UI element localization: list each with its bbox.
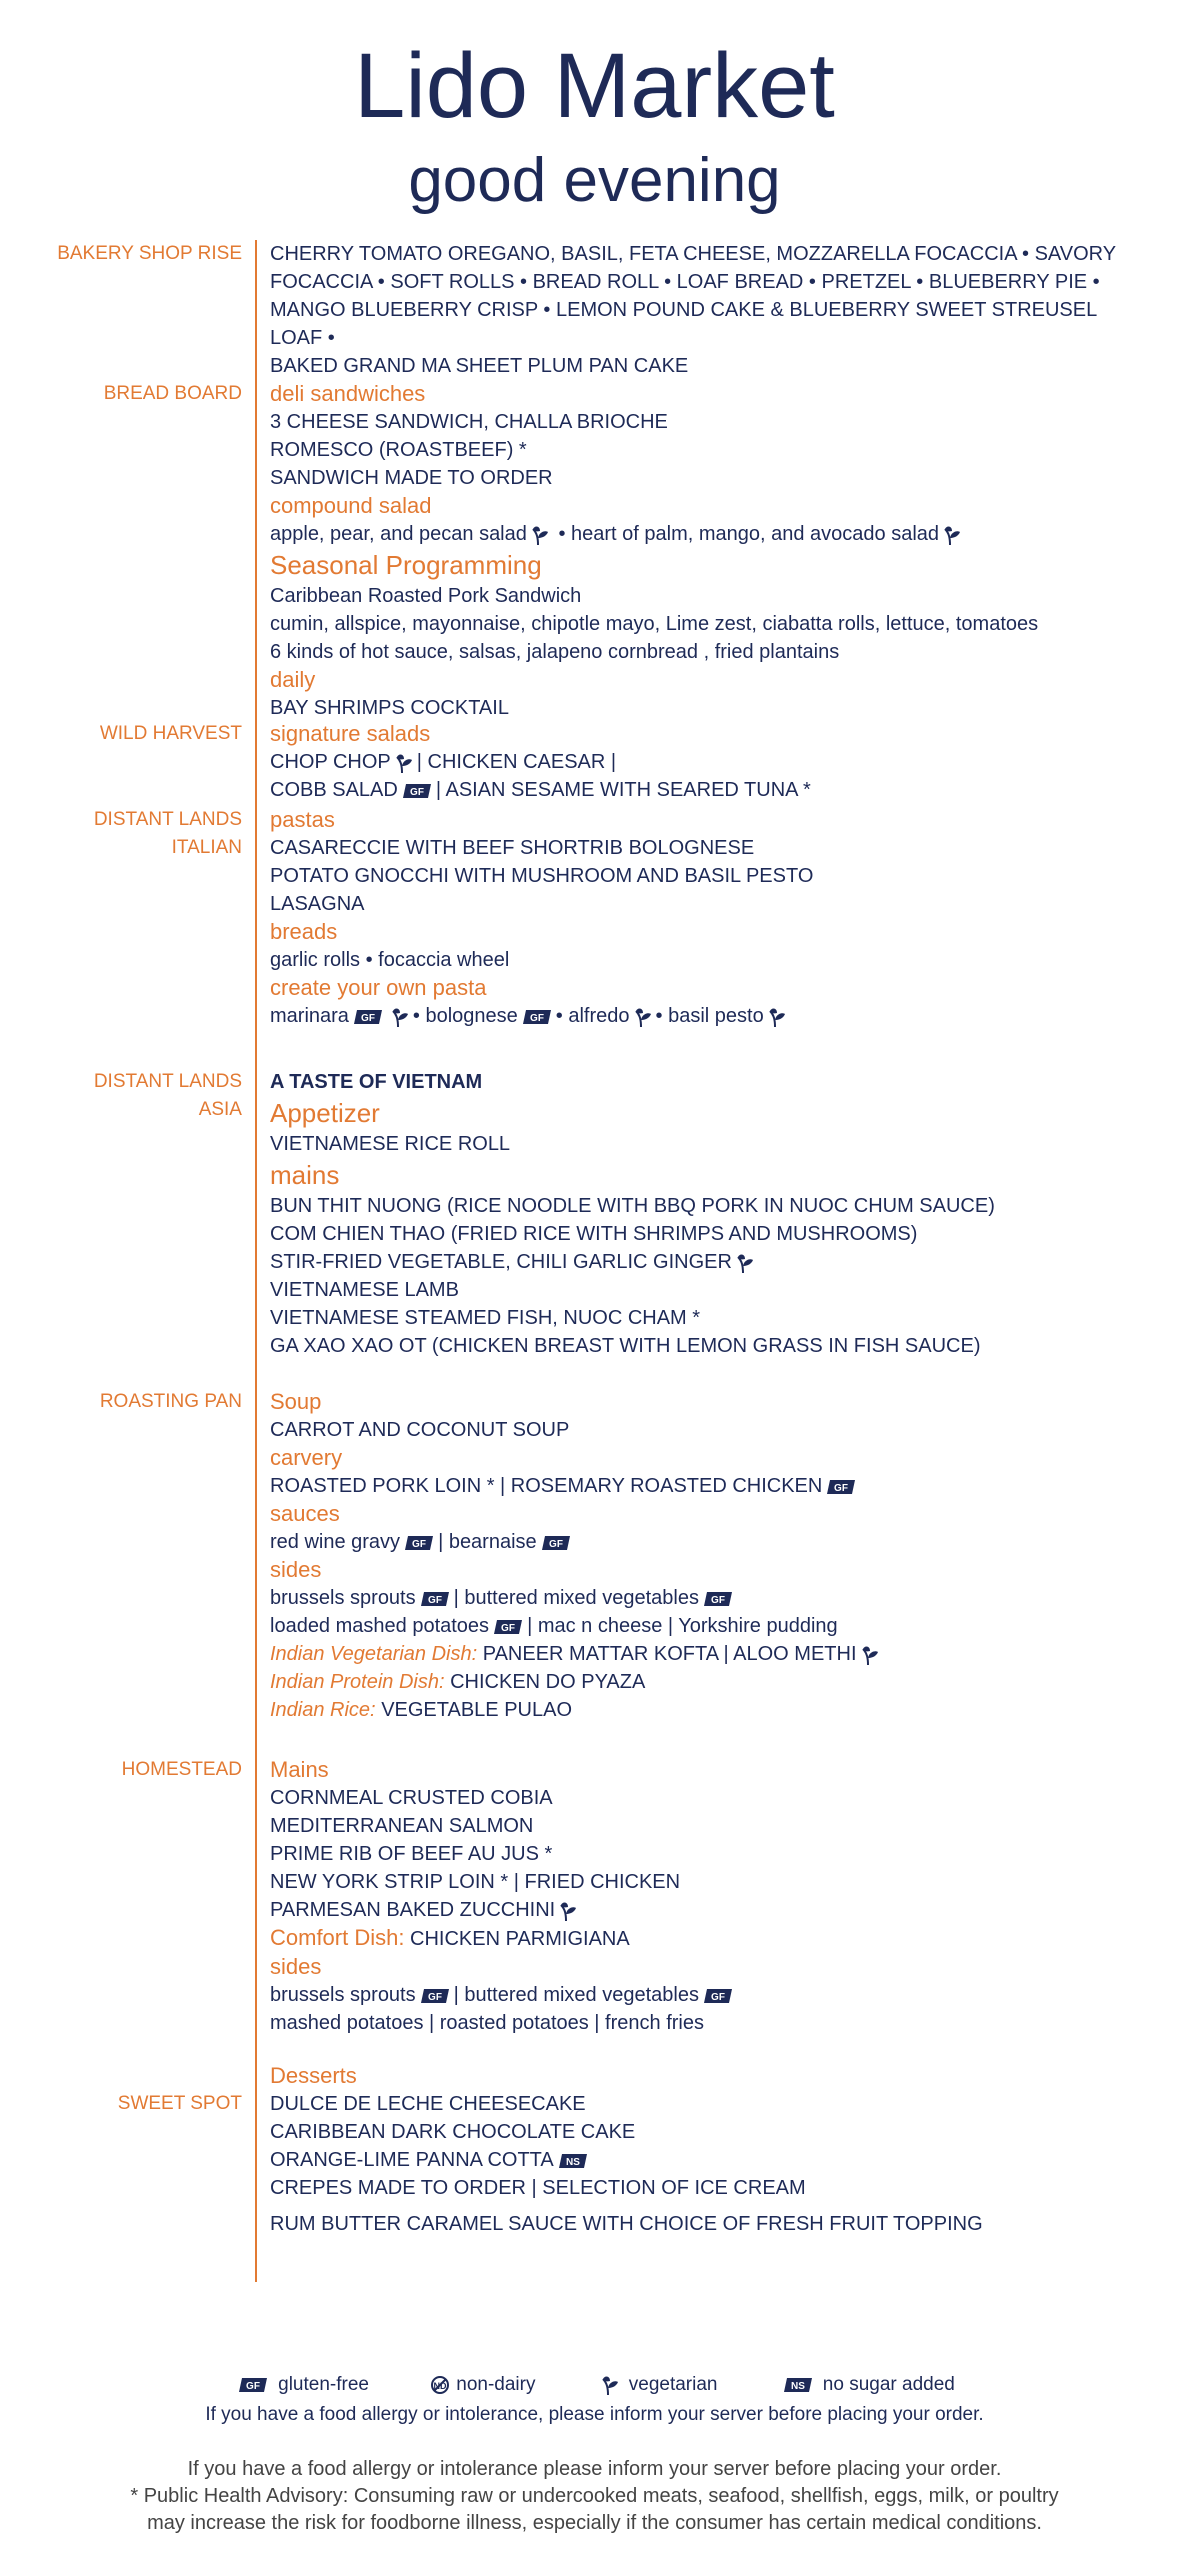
subheading: sides	[270, 1557, 322, 1582]
label-line: DISTANT LANDS	[93, 809, 242, 830]
section-divider-line	[255, 240, 257, 2282]
menu-item	[270, 1924, 1130, 1953]
menu-item: COM CHIEN THAO (FRIED RICE WITH SHRIMPS AND MUSHROOMS)	[270, 1223, 918, 1245]
menu-item: BUN THIT NUONG (RICE NOODLE WITH BBQ PORK IN NUOC CHUM SAUCE)	[270, 1195, 995, 1217]
menu-item	[270, 1612, 1130, 1640]
page-title: Lido Market	[354, 35, 835, 137]
menu-item: VIETNAMESE STEAMED FISH, NUOC CHAM *	[270, 1307, 701, 1329]
item-label: Indian Protein Dish:	[270, 1671, 445, 1693]
footer-line: * Public Health Advisory: Consuming raw or undercooked meats, seafood, shellfish, eggs, milk, or poultry	[130, 2485, 1059, 2507]
gluten-free-icon	[703, 1988, 733, 2004]
menu-item: NEW YORK STRIP LOIN * | FRIED CHICKEN	[270, 1871, 681, 1893]
vegetarian-icon	[391, 1006, 409, 1028]
vegetarian-icon	[943, 524, 961, 546]
item-text: | CHICKEN CAESAR |	[416, 751, 617, 773]
menu-item: CARROT AND COCONUT SOUP	[270, 1419, 570, 1441]
section-italian	[270, 806, 1130, 1030]
vegetarian-icon	[768, 1006, 786, 1028]
menu-item: garlic rolls • focaccia wheel	[270, 949, 510, 971]
no-sugar-added-icon	[783, 2377, 813, 2393]
vegetarian-icon	[861, 1644, 879, 1666]
section-bakery	[270, 240, 1130, 380]
vegetarian-icon	[531, 524, 549, 546]
section-sweet	[270, 2062, 1130, 2238]
menu-item: LASAGNA	[270, 893, 365, 915]
menu-item: GA XAO XAO OT (CHICKEN BREAST WITH LEMON GRASS IN FISH SAUCE)	[270, 1335, 981, 1357]
item-text: apple, pear, and pecan salad	[270, 523, 527, 545]
subheading: signature salads	[270, 721, 431, 746]
vegetarian-icon	[634, 1006, 652, 1028]
menu-item: VIETNAMESE RICE ROLL	[270, 1133, 511, 1155]
item-text: brussels sprouts	[270, 1587, 416, 1609]
item-text: • basil pesto	[655, 1005, 764, 1027]
subheading: sauces	[270, 1501, 340, 1526]
legend-non-dairy	[430, 2374, 535, 2396]
item-text: VEGETABLE PULAO	[381, 1699, 572, 1721]
section-roasting	[270, 1388, 1130, 1724]
menu-item: CREPES MADE TO ORDER | SELECTION OF ICE CREAM	[270, 2177, 806, 2199]
section-wild	[270, 720, 1130, 804]
gluten-free-icon	[493, 1619, 523, 1635]
menu-item: CASARECCIE WITH BEEF SHORTRIB BOLOGNESE	[270, 837, 755, 859]
section-label-bread: BREAD BOARD	[103, 383, 242, 404]
subheading: compound salad	[270, 493, 432, 518]
menu-line: FOCACCIA • SOFT ROLLS • BREAD ROLL • LOAF BREAD • PRETZEL • BLUEBERRY PIE •	[270, 271, 1100, 293]
menu-item: CARIBBEAN DARK CHOCOLATE CAKE	[270, 2121, 636, 2143]
page-subtitle: good evening	[408, 146, 781, 215]
item-text: CHICKEN DO PYAZA	[450, 1671, 646, 1693]
vegetarian-icon	[736, 1252, 754, 1274]
no-sugar-added-icon	[558, 2153, 588, 2169]
item-text: • alfredo	[555, 1005, 630, 1027]
subheading: breads	[270, 919, 338, 944]
legend-text: vegetarian	[628, 2374, 718, 2396]
menu-line: BAKED GRAND MA SHEET PLUM PAN CAKE	[270, 355, 689, 377]
subheading: deli sandwiches	[270, 381, 426, 406]
gluten-free-icon	[420, 1988, 450, 2004]
item-text: | buttered mixed vegetables	[453, 1984, 699, 2006]
menu-item: mashed potatoes | roasted potatoes | french fries	[270, 2012, 704, 2034]
subheading: daily	[270, 667, 316, 692]
section-label-bakery: BAKERY SHOP RISE	[57, 243, 242, 264]
footer-line: If you have a food allergy or intolerance please inform your server before placing your order.	[187, 2458, 1002, 2480]
section-bread	[270, 380, 1130, 722]
menu-item: DULCE DE LECHE CHEESECAKE	[270, 2093, 586, 2115]
legend-text: gluten-free	[278, 2374, 369, 2396]
allergy-note: If you have a food allergy or intolerance, please inform your server before placing your order.	[205, 2404, 984, 2425]
gluten-free-icon	[238, 2377, 268, 2393]
subheading: Soup	[270, 1389, 322, 1414]
legend-text: no sugar added	[822, 2374, 955, 2396]
item-text: | mac n cheese | Yorkshire pudding	[527, 1615, 838, 1637]
section-label-homestead: HOMESTEAD	[121, 1759, 242, 1780]
legend-gluten-free	[234, 2374, 369, 2396]
menu-item	[270, 1981, 1130, 2009]
menu-item	[270, 1668, 1130, 1696]
menu-item: POTATO GNOCCHI WITH MUSHROOM AND BASIL PESTO	[270, 865, 814, 887]
label-line: ITALIAN	[171, 837, 242, 858]
menu-item: RUM BUTTER CARAMEL SAUCE WITH CHOICE OF FRESH FRUIT TOPPING	[270, 2213, 983, 2235]
item-text: | buttered mixed vegetables	[453, 1587, 699, 1609]
section-label-sweet: SWEET SPOT	[117, 2093, 242, 2114]
menu-item	[270, 1528, 1130, 1556]
label-line: DISTANT LANDS	[93, 1071, 242, 1092]
menu-item: 3 CHEESE SANDWICH, CHALLA BRIOCHE	[270, 411, 668, 433]
menu-item	[270, 520, 1130, 548]
subheading: pastas	[270, 807, 335, 832]
item-text: PARMESAN BAKED ZUCCHINI	[270, 1899, 556, 1921]
section-label-roasting: ROASTING PAN	[99, 1391, 242, 1412]
gluten-free-icon	[826, 1479, 856, 1495]
menu-item: CORNMEAL CRUSTED COBIA	[270, 1787, 553, 1809]
menu-line: CHERRY TOMATO OREGANO, BASIL, FETA CHEESE, MOZZARELLA FOCACCIA • SAVORY	[270, 243, 1117, 265]
item-label: Comfort Dish:	[270, 1925, 405, 1950]
section-label-wild: WILD HARVEST	[99, 723, 242, 744]
menu-item	[270, 2146, 1130, 2174]
menu-item: 6 kinds of hot sauce, salsas, jalapeno cornbread , fried plantains	[270, 641, 840, 663]
item-text: PANEER MATTAR KOFTA | ALOO METHI	[482, 1643, 857, 1665]
gluten-free-icon	[703, 1591, 733, 1607]
menu-item	[270, 776, 1130, 804]
menu-item: SANDWICH MADE TO ORDER	[270, 467, 553, 489]
subheading: create your own pasta	[270, 975, 487, 1000]
non-dairy-icon	[430, 2375, 450, 2395]
item-text: marinara	[270, 1005, 349, 1027]
item-label: Indian Rice:	[270, 1699, 376, 1721]
section-homestead	[270, 1756, 1130, 2037]
label-line: ASIA	[198, 1099, 242, 1120]
item-label: Indian Vegetarian Dish:	[270, 1643, 478, 1665]
item-text: CHICKEN PARMIGIANA	[410, 1928, 630, 1950]
item-text: loaded mashed potatoes	[270, 1615, 490, 1637]
menu-item	[270, 1472, 1130, 1500]
subheading: sides	[270, 1954, 322, 1979]
theme-title: A TASTE OF VIETNAM	[270, 1071, 483, 1093]
gluten-free-icon	[404, 1535, 434, 1551]
gluten-free-icon	[522, 1009, 552, 1025]
menu-line: MANGO BLUEBERRY CRISP • LEMON POUND CAKE & BLUEBERRY SWEET STREUSEL LOAF •	[270, 299, 1097, 349]
item-text: STIR-FRIED VEGETABLE, CHILI GARLIC GINGER	[270, 1251, 732, 1273]
subheading: carvery	[270, 1445, 343, 1470]
footer	[60, 2456, 1129, 2537]
item-text: ORANGE-LIME PANNA COTTA	[270, 2149, 554, 2171]
vegetarian-icon	[395, 752, 413, 774]
item-text: CHOP CHOP	[270, 751, 391, 773]
legend-text: non-dairy	[456, 2374, 536, 2396]
item-text: COBB SALAD	[270, 779, 398, 801]
menu-item: VIETNAMESE LAMB	[270, 1279, 459, 1301]
item-text: red wine gravy	[270, 1531, 401, 1553]
footer-line: may increase the risk for foodborne illness, especially if the consumer has certain medical conditions.	[147, 2512, 1042, 2534]
gluten-free-icon	[541, 1535, 571, 1551]
menu-item	[270, 1896, 1130, 1924]
section-asia	[270, 1068, 1130, 1360]
item-text: heart of palm, mango, and avocado salad	[571, 523, 940, 545]
gluten-free-icon	[420, 1591, 450, 1607]
icon-legend	[0, 2374, 1189, 2396]
menu-item	[270, 1584, 1130, 1612]
subheading: Mains	[270, 1757, 329, 1782]
menu-item	[270, 1696, 1130, 1724]
menu-item: ROMESCO (ROASTBEEF) *	[270, 439, 527, 461]
menu-item	[270, 1640, 1130, 1668]
item-text: | ASIAN SESAME WITH SEARED TUNA *	[435, 779, 811, 801]
legend-no-sugar-added	[779, 2374, 955, 2396]
section-label-italian	[0, 806, 242, 862]
gluten-free-icon	[402, 783, 432, 799]
subheading: Desserts	[270, 2063, 357, 2088]
menu-item: PRIME RIB OF BEEF AU JUS *	[270, 1843, 553, 1865]
menu-item	[270, 1248, 1130, 1276]
item-text: ROASTED PORK LOIN * | ROSEMARY ROASTED CHICKEN	[270, 1475, 823, 1497]
item-text: • bolognese	[412, 1005, 518, 1027]
menu-item: cumin, allspice, mayonnaise, chipotle mayo, Lime zest, ciabatta rolls, lettuce, tomatoes	[270, 613, 1039, 635]
gluten-free-icon	[353, 1009, 383, 1025]
separator: •	[558, 523, 566, 545]
vegetarian-icon	[601, 2374, 619, 2396]
subheading: Seasonal Programming	[270, 550, 542, 580]
menu-item: MEDITERRANEAN SALMON	[270, 1815, 534, 1837]
legend-vegetarian	[597, 2374, 718, 2396]
menu-item	[270, 748, 1130, 776]
item-text: | bearnaise	[438, 1531, 537, 1553]
subheading: mains	[270, 1160, 340, 1190]
section-label-asia	[0, 1068, 242, 1124]
vegetarian-icon	[559, 1900, 577, 1922]
item-text: brussels sprouts	[270, 1984, 416, 2006]
menu-item	[270, 1002, 1130, 1030]
menu-item: Caribbean Roasted Pork Sandwich	[270, 585, 582, 607]
subheading: Appetizer	[270, 1098, 380, 1128]
menu-item: BAY SHRIMPS COCKTAIL	[270, 697, 509, 719]
